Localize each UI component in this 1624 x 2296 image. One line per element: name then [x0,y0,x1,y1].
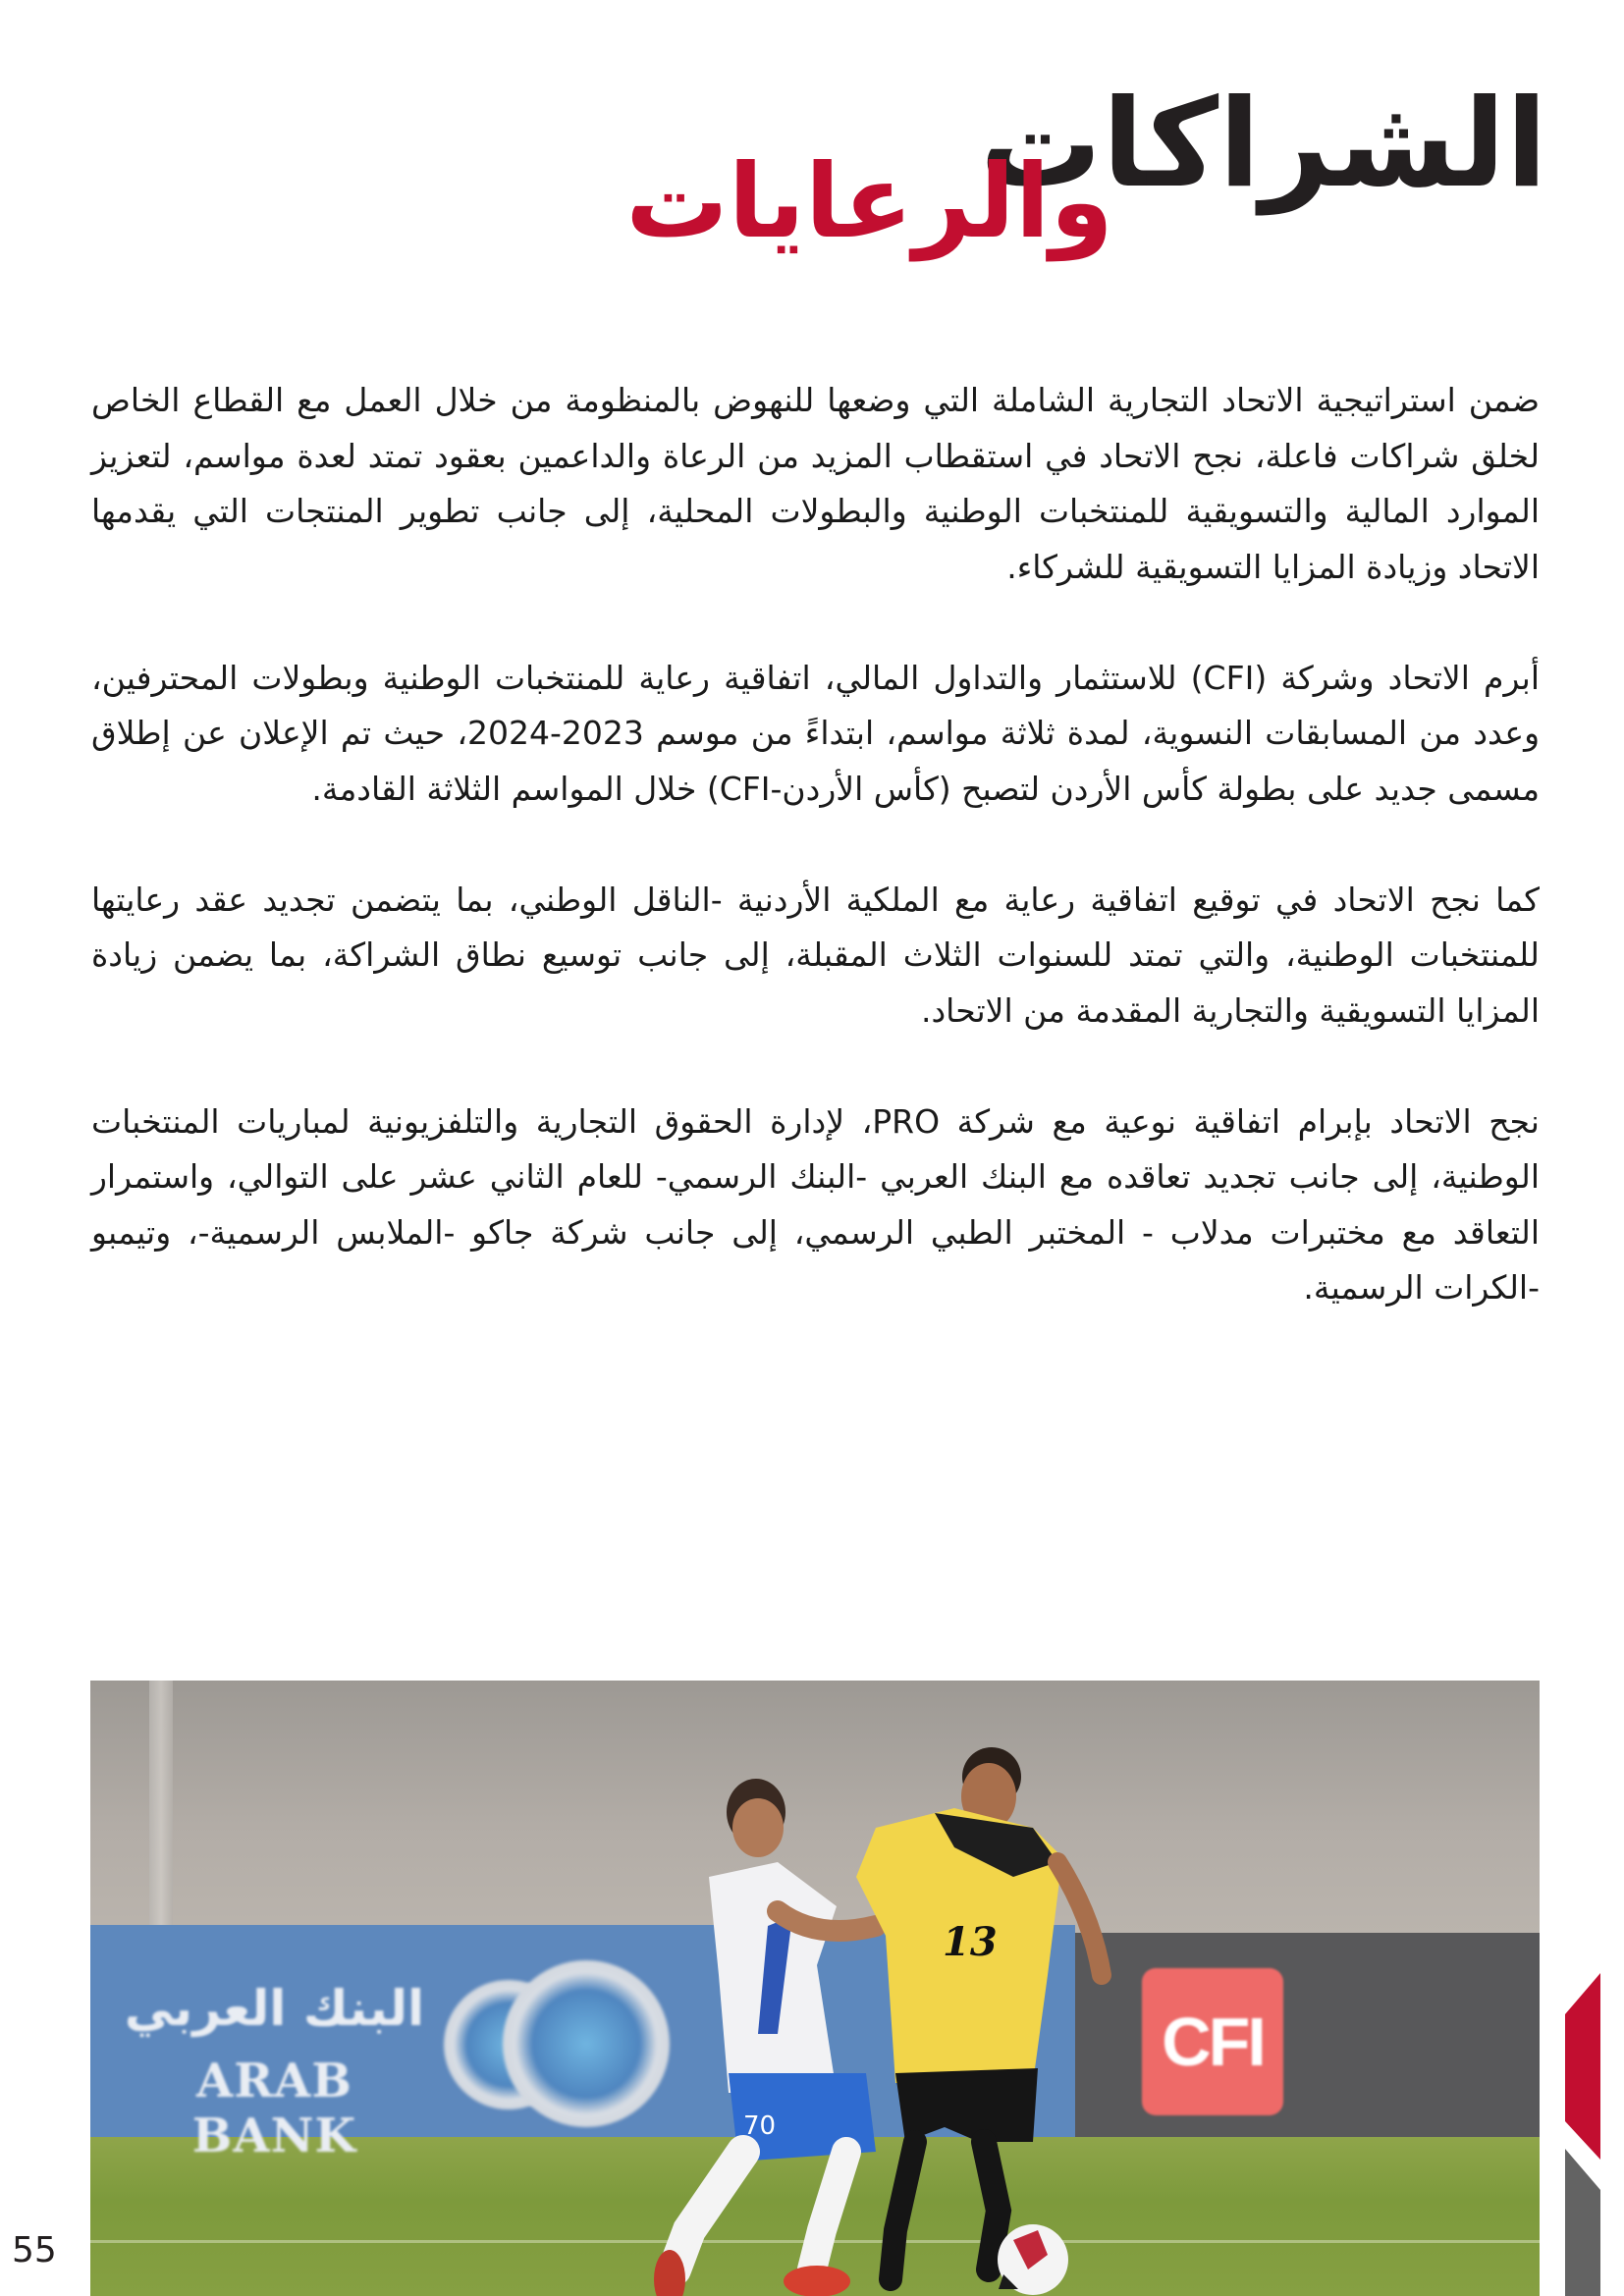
players-illustration [90,1681,1540,2296]
decorative-red-shape [1565,1973,1600,2160]
page-title-line-2: والرعايات [625,141,1113,261]
match-photo [90,1681,1540,2296]
arab-bank-arabic-logo-text: البنك العربي [124,1980,425,2037]
paragraph-strategy: ضمن استراتيجية الاتحاد التجارية الشاملة التي وضعها للنهوض بالمنظومة من خلال العمل مع القطاع الخاص لخلق شراكات فاعلة، نجح الاتحاد في استقطاب المزيد من الرعاة والداعمين بعقود تمتد لعدة مواسم، لتعزيز الموارد المالية والتسويقية للمنتخبات الوطنية والبطولات المحلية، إلى جانب تطوير المنتجات التي يقدمها الاتحاد وزيادة المزايا التسويقية للشركاء. [91,381,1540,586]
decorative-side-shape [1565,1973,1604,2296]
paragraph-pro-and-sponsors: نجح الاتحاد بإبرام اتفاقية نوعية مع شركة PRO، لإدارة الحقوق التجارية والتلفزيونية لمباريات المنتخبات الوطنية، إلى جانب تجديد تعاقده مع البنك العربي -البنك الرسمي- للعام الثاني عشر على التوالي، واستمرار التعاقد مع مختبرات مدلاب - المختبر الطبي الرسمي، إلى جانب شركة جاكو -الملابس الرسمية-، وتيمبو -الكرات الرسمية. [91,1101,1540,1307]
paragraph-royal-jordanian: كما نجح الاتحاد في توقيع اتفاقية رعاية مع الملكية الأردنية -الناقل الوطني، بما يتضمن تجديد عقد رعايتها للمنتخبات الوطنية، والتي تمتد للسنوات الثلاث المقبلة، إلى جانب توسيع نطاق الشراكة، بما يضمن زيادة المزايا التسويقية والتجارية المقدمة من الاتحاد. [91,880,1540,1030]
body-text [91,373,1540,1371]
decorative-gray-shape [1565,2149,1600,2296]
player-white-number: 70 [743,2111,777,2141]
player-yellow-number: 13 [943,1919,998,1965]
page-number: 55 [12,2230,57,2270]
paragraph-cfi-agreement: أبرم الاتحاد وشركة (CFI) للاستثمار والتداول المالي، اتفاقية رعاية للمنتخبات الوطنية وبطولات المحترفين، وعدد من المسابقات النسوية، لمدة ثلاثة مواسم، ابتداءً من موسم 2023-2024، حيث تم الإعلان عن إطلاق مسمى جديد على بطولة كأس الأردن لتصبح (كأس الأردن-CFI) خلال المواسم الثلاثة القادمة. [91,658,1541,808]
page-title-line-1: الشراكات [979,74,1547,215]
cfi-logo-text: CFI [1162,2003,1264,2080]
arab-bank-latin-logo-text: ARAB BANK [191,2054,357,2163]
